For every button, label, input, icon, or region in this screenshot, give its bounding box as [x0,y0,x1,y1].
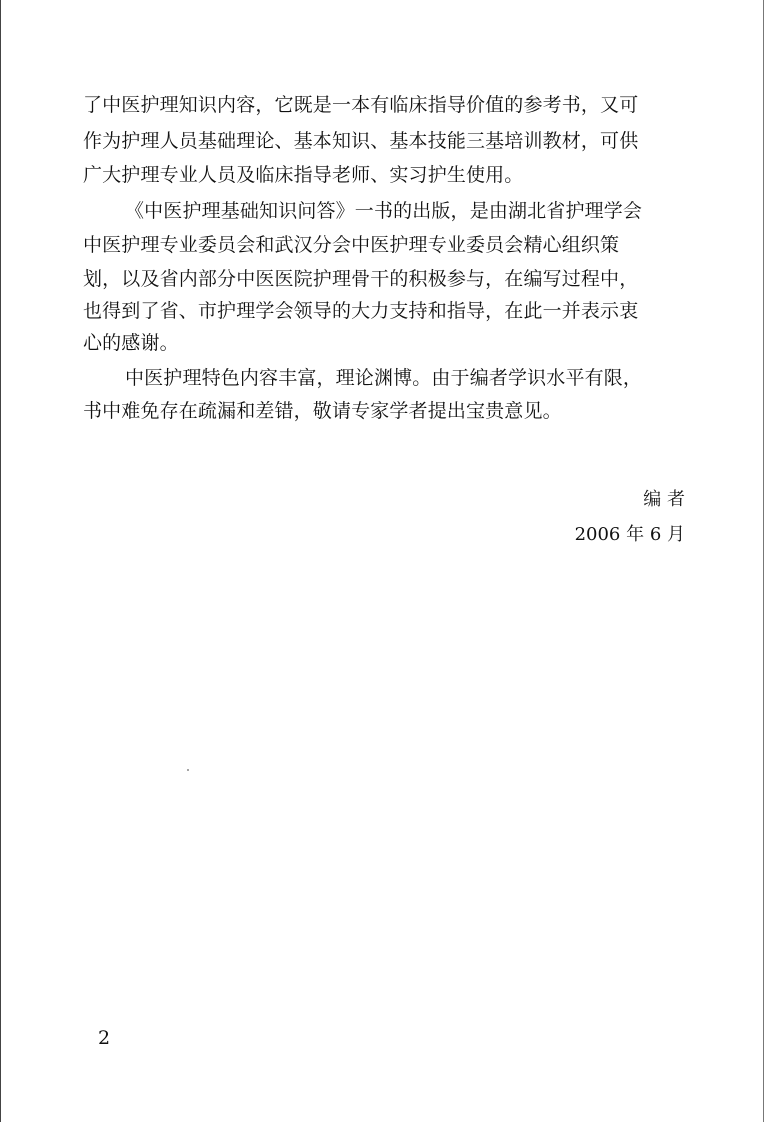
page-number: 2 [98,1027,111,1049]
paragraph-2-line-4: 也得到了省、市护理学会领导的大力支持和指导，在此一并表示衷 [83,300,639,322]
paragraph-3-line-1: 中医护理特色内容丰富，理论渊博。由于编者学识水平有限， [125,367,643,389]
scan-speck [187,769,189,771]
paragraph-2-line-5: 心的感谢。 [83,332,179,354]
author-signature: 编 者 [643,489,685,510]
paragraph-2-line-2: 中医护理专业委员会和武汉分会中医护理专业委员会精心组织策 [83,234,620,256]
paragraph-2-line-1: 《中医护理基础知识问答》一书的出版，是由湖北省护理学会 [125,200,643,222]
paragraph-1-line-2: 作为护理人员基础理论、基本知识、基本技能三基培训教材，可供 [83,130,639,152]
signature-date: 2006 年 6 月 [574,524,685,545]
paragraph-1-line-1: 了中医护理知识内容，它既是一本有临床指导价值的参考书，又可 [83,94,639,116]
paragraph-3-line-2: 书中难免存在疏漏和差错，敬请专家学者提出宝贵意见。 [83,400,562,422]
paragraph-2-line-3: 划，以及省内部分中医医院护理骨干的积极参与，在编写过程中， [83,268,639,290]
paragraph-1-line-3: 广大护理专业人员及临床指导老师、实习护生使用。 [83,164,524,186]
